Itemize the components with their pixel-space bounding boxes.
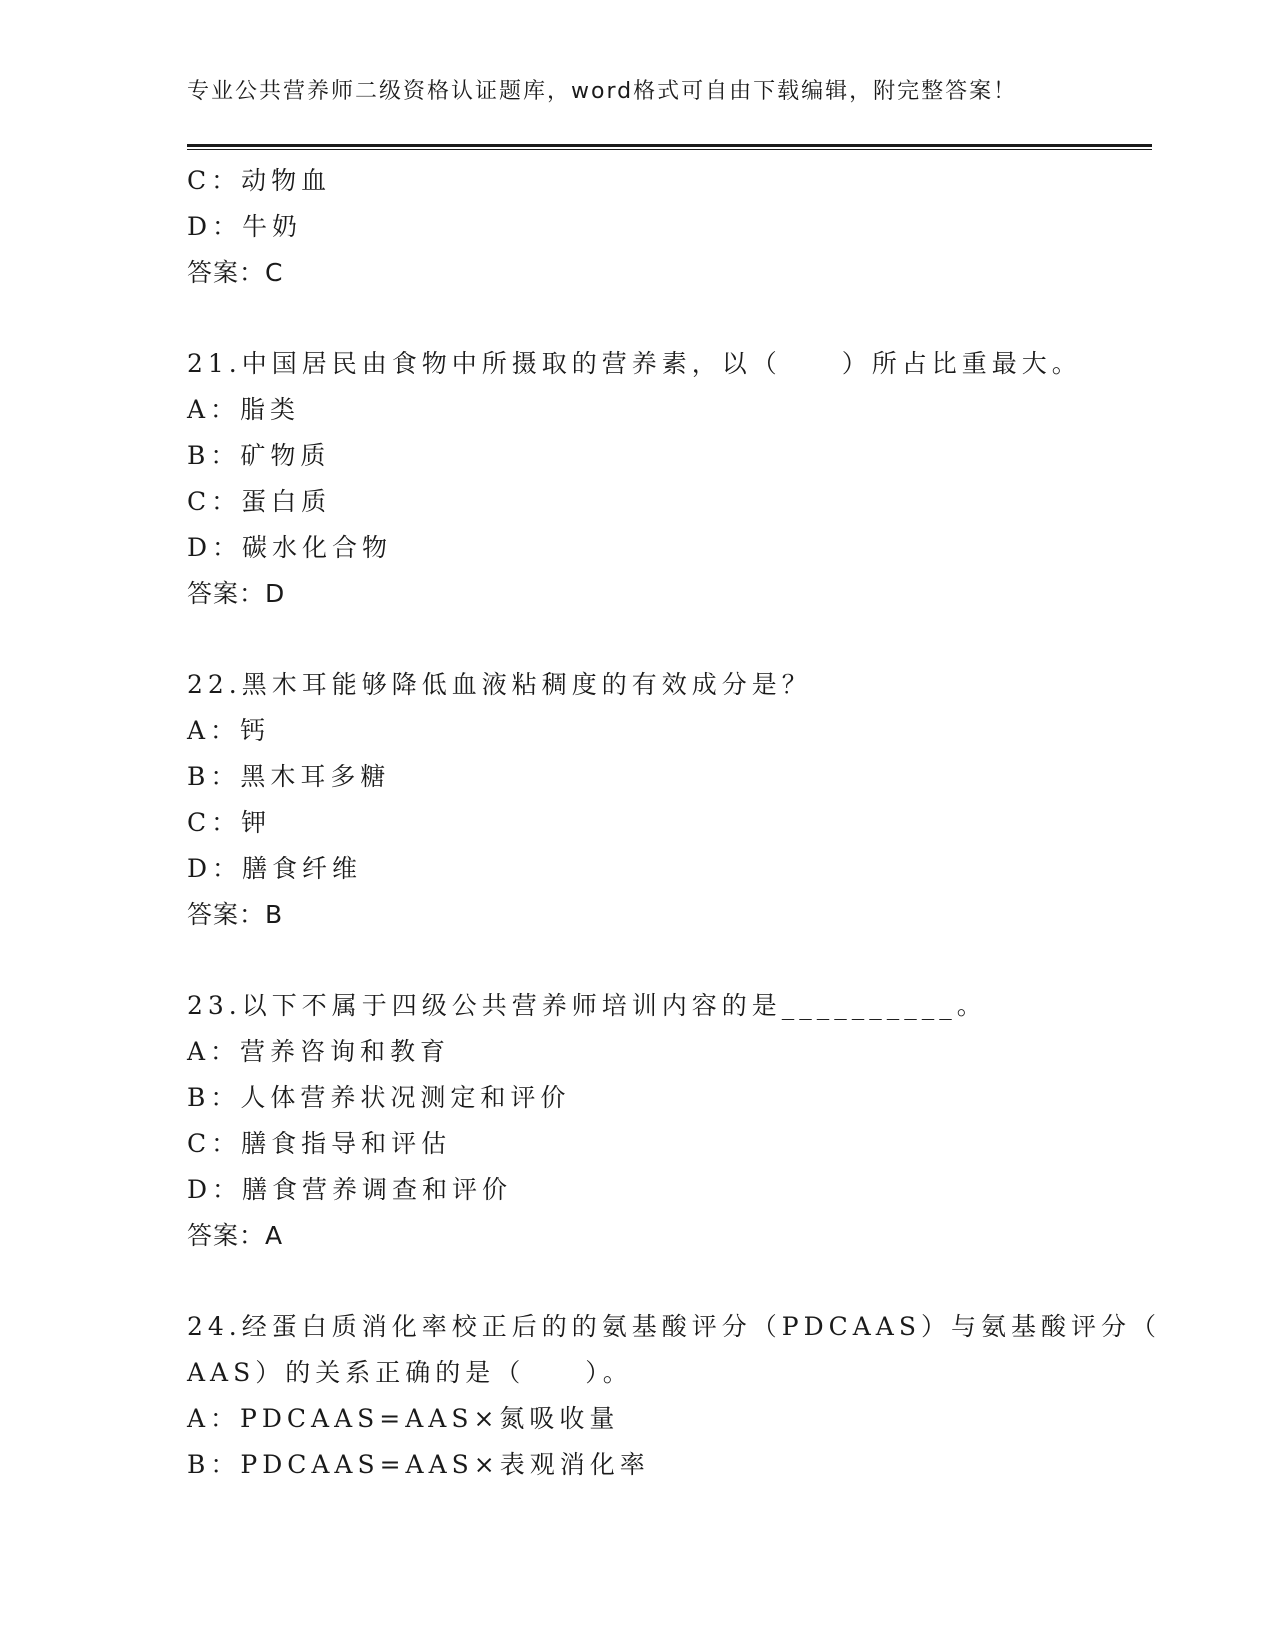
question-content bbox=[187, 158, 1161, 1488]
option-c: C：动物血 bbox=[187, 166, 332, 195]
option-d: D：牛奶 bbox=[187, 212, 303, 241]
question-stem: 22.黑木耳能够降低血液粘稠度的有效成分是？ bbox=[187, 670, 812, 699]
question-21 bbox=[187, 341, 1087, 617]
answer-line: 答案：A bbox=[187, 1221, 284, 1250]
option-b: B：黑木耳多糖 bbox=[187, 762, 391, 791]
header-rule-thin bbox=[187, 149, 1152, 150]
question-24 bbox=[187, 1304, 1161, 1488]
question-stem-line-2: AAS）的关系正确的是（ ）。 bbox=[187, 1358, 633, 1387]
option-c: C：膳食指导和评估 bbox=[187, 1129, 452, 1158]
question-22 bbox=[187, 662, 1087, 938]
option-b: B：PDCAAS=AAS×表观消化率 bbox=[187, 1450, 650, 1479]
option-d: D：膳食营养调查和评价 bbox=[187, 1175, 513, 1204]
question-23 bbox=[187, 983, 1087, 1259]
option-a: A：PDCAAS=AAS×氮吸收量 bbox=[187, 1404, 620, 1433]
question-fragment bbox=[187, 158, 1087, 296]
page-header: 专业公共营养师二级资格认证题库，word格式可自由下载编辑，附完整答案！ bbox=[187, 79, 1018, 104]
header-rule-thick bbox=[187, 144, 1152, 147]
option-a: A：脂类 bbox=[187, 395, 301, 424]
option-a: A：营养咨询和教育 bbox=[187, 1037, 451, 1066]
option-d: D：碳水化合物 bbox=[187, 533, 393, 562]
option-c: C：蛋白质 bbox=[187, 487, 332, 516]
answer-line: 答案：B bbox=[187, 900, 284, 929]
question-stem-line-1: 24.经蛋白质消化率校正后的的氨基酸评分（PDCAAS）与氨基酸评分（ bbox=[187, 1312, 1161, 1341]
option-a: A：钙 bbox=[187, 716, 271, 745]
question-stem: 21.中国居民由食物中所摄取的营养素，以（ ）所占比重最大。 bbox=[187, 349, 1082, 378]
option-b: B：人体营养状况测定和评价 bbox=[187, 1083, 571, 1112]
answer-line: 答案：C bbox=[187, 258, 284, 287]
question-stem: 23.以下不属于四级公共营养师培训内容的是__________。 bbox=[187, 991, 987, 1020]
option-d: D：膳食纤维 bbox=[187, 854, 363, 883]
option-b: B：矿物质 bbox=[187, 441, 331, 470]
option-c: C：钾 bbox=[187, 808, 272, 837]
answer-line: 答案：D bbox=[187, 579, 286, 608]
